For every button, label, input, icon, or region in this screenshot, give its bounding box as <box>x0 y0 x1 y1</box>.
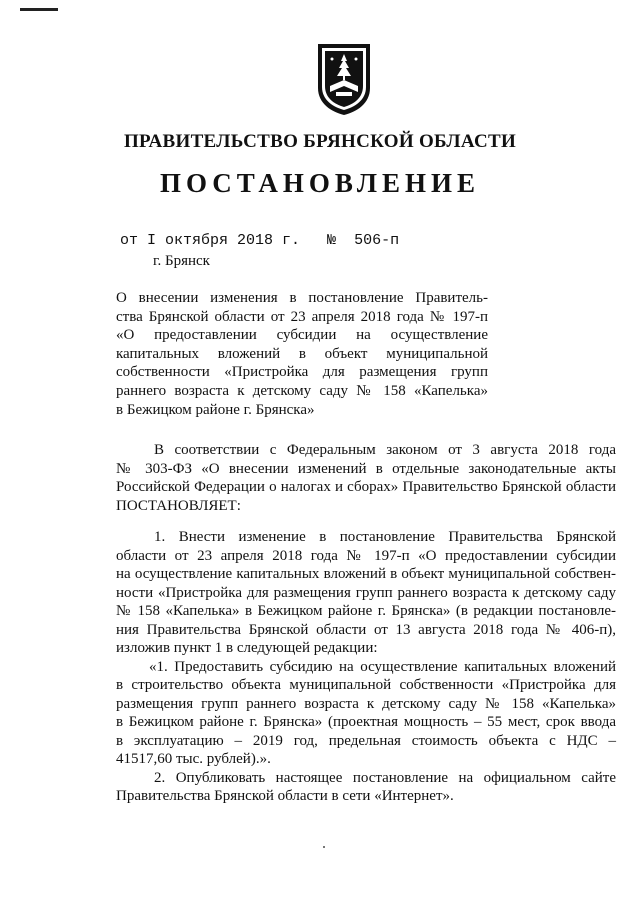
document-type-title: ПОСТАНОВЛЕНИЕ <box>159 168 481 198</box>
subject-line: «О предоставлении субсидии на осуществление <box>116 327 488 344</box>
preamble-line: В соответствии с Федеральным законом от 3 августа 2018 года <box>154 442 616 458</box>
item1-line: на осуществление капитальных вложений в объект муниципальной собствен- <box>116 566 616 582</box>
organization-title: ПРАВИТЕЛЬСТВО БРЯНСКОЙ ОБЛАСТИ <box>123 131 517 152</box>
item2-line: Правительства Брянской области в сети «Интернет». <box>116 788 454 804</box>
date-prefix: от <box>120 232 139 249</box>
subject-block <box>116 289 488 419</box>
subject-line: капитальных вложений в объект муниципальной <box>116 345 488 362</box>
quote-line: размещения групп раннего возраста к детскому саду № 158 «Капелька» <box>116 695 616 712</box>
quote-line: в строительство объекта муниципальной собственности «Пристройка для <box>116 677 616 693</box>
quote-line: в эксплуатацию – 2019 год, предельная стоимость объекта с НДС – <box>116 732 616 749</box>
document-body <box>116 441 616 806</box>
subject-line: ства Брянской области от 23 апреля 2018 года № 197-п <box>116 308 488 325</box>
subject-line: в Бежицком районе г. Брянска» <box>116 401 315 418</box>
item2-line: 2. Опубликовать настоящее постановление на официальном сайте <box>154 769 616 786</box>
subject-line: собственности «Пристройка для размещения групп <box>116 364 488 381</box>
preamble-line: ПОСТАНОВЛЯЕТ: <box>116 497 241 514</box>
item1-line: изложив пункт 1 в следующей редакции: <box>116 640 378 656</box>
corner-mark <box>20 8 58 11</box>
item1-line: ния Правительства Брянской области от 13 августа 2018 года № 406-п), <box>116 621 616 638</box>
scan-dot <box>323 846 325 848</box>
quote-line: «1. Предоставить субсидию на осуществление капитальных вложений <box>149 658 616 675</box>
preamble-line: Российской Федерации о налогах и сборах» Правительство Брянской области <box>116 479 616 495</box>
subject-line: раннего возраста к детскому саду № 158 «Капелька» <box>116 382 488 399</box>
subject-line: О внесении изменения в постановление Правитель- <box>116 290 488 306</box>
quote-line: в Бежицком районе г. Брянска» (проектная мощность – 55 мест, срок ввода <box>116 714 616 730</box>
date-number-line <box>120 232 399 249</box>
item1-line: 1. Внести изменение в постановление Правительства Брянской <box>154 529 616 545</box>
quote-line: 41517,60 тыс. рублей).». <box>116 751 271 767</box>
number-value: 506-п <box>354 232 400 249</box>
date-value: I октября 2018 г. <box>147 232 301 249</box>
item1-line: ности «Пристройка для размещения групп раннего возраста к детскому саду <box>116 584 616 601</box>
coat-of-arms-icon <box>316 42 372 116</box>
item1-line: № 158 «Капелька» в Бежицком районе г. Брянска» (в редакции постановле- <box>116 603 616 619</box>
city-line: г. Брянск <box>153 253 210 269</box>
number-prefix: № <box>327 232 337 249</box>
item1-line: области от 23 апреля 2018 года № 197-п «О предоставлении субсидии <box>116 547 616 564</box>
preamble-line: № 303-ФЗ «О внесении изменений в отдельные законодательные акты <box>116 460 616 477</box>
